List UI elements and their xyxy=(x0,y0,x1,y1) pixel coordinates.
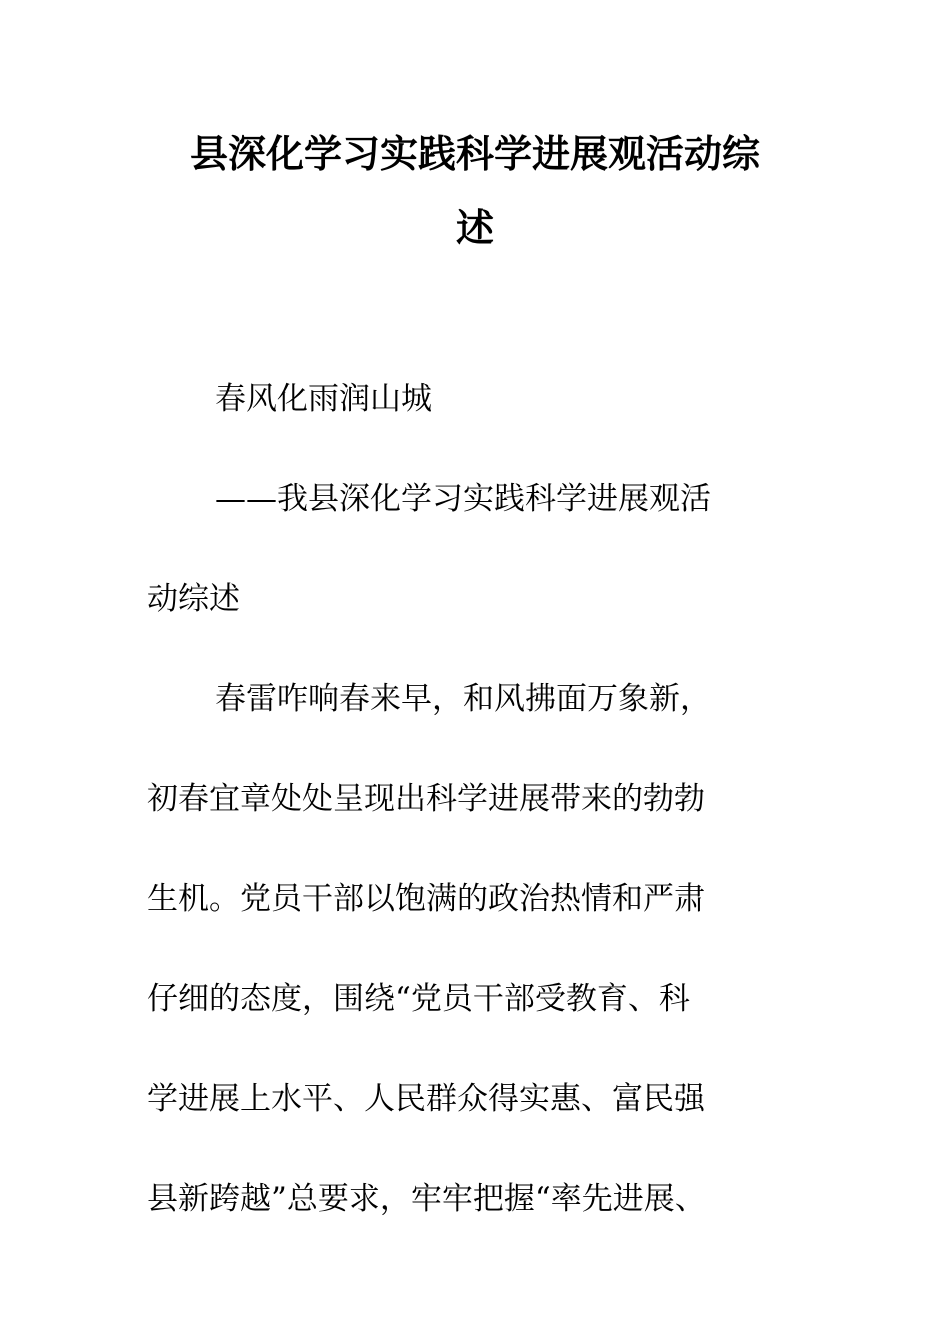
subtitle-line: 春风化雨润山城 xyxy=(215,381,432,417)
paragraph-line-1: 春雷咋响春来早，和风拂面万象新， xyxy=(215,681,711,717)
paragraph-line-5: 学进展上水平、人民群众得实惠、富民强 xyxy=(147,1081,705,1117)
subheading-line-1: ——我县深化学习实践科学进展观活 xyxy=(215,481,711,517)
document-title-line-1: 县深化学习实践科学进展观活动综 xyxy=(189,132,760,176)
paragraph-line-2: 初春宜章处处呈现出科学进展带来的勃勃 xyxy=(147,781,705,817)
paragraph-line-4: 仔细的态度，围绕“党员干部受教育、科 xyxy=(147,981,690,1017)
subheading-line-2: 动综述 xyxy=(147,581,240,617)
document-title-line-2: 述 xyxy=(455,206,494,250)
paragraph-line-3: 生机。党员干部以饱满的政治热情和严肃 xyxy=(147,881,705,917)
paragraph-line-6: 县新跨越”总要求，牢牢把握“率先进展、 xyxy=(147,1181,706,1217)
